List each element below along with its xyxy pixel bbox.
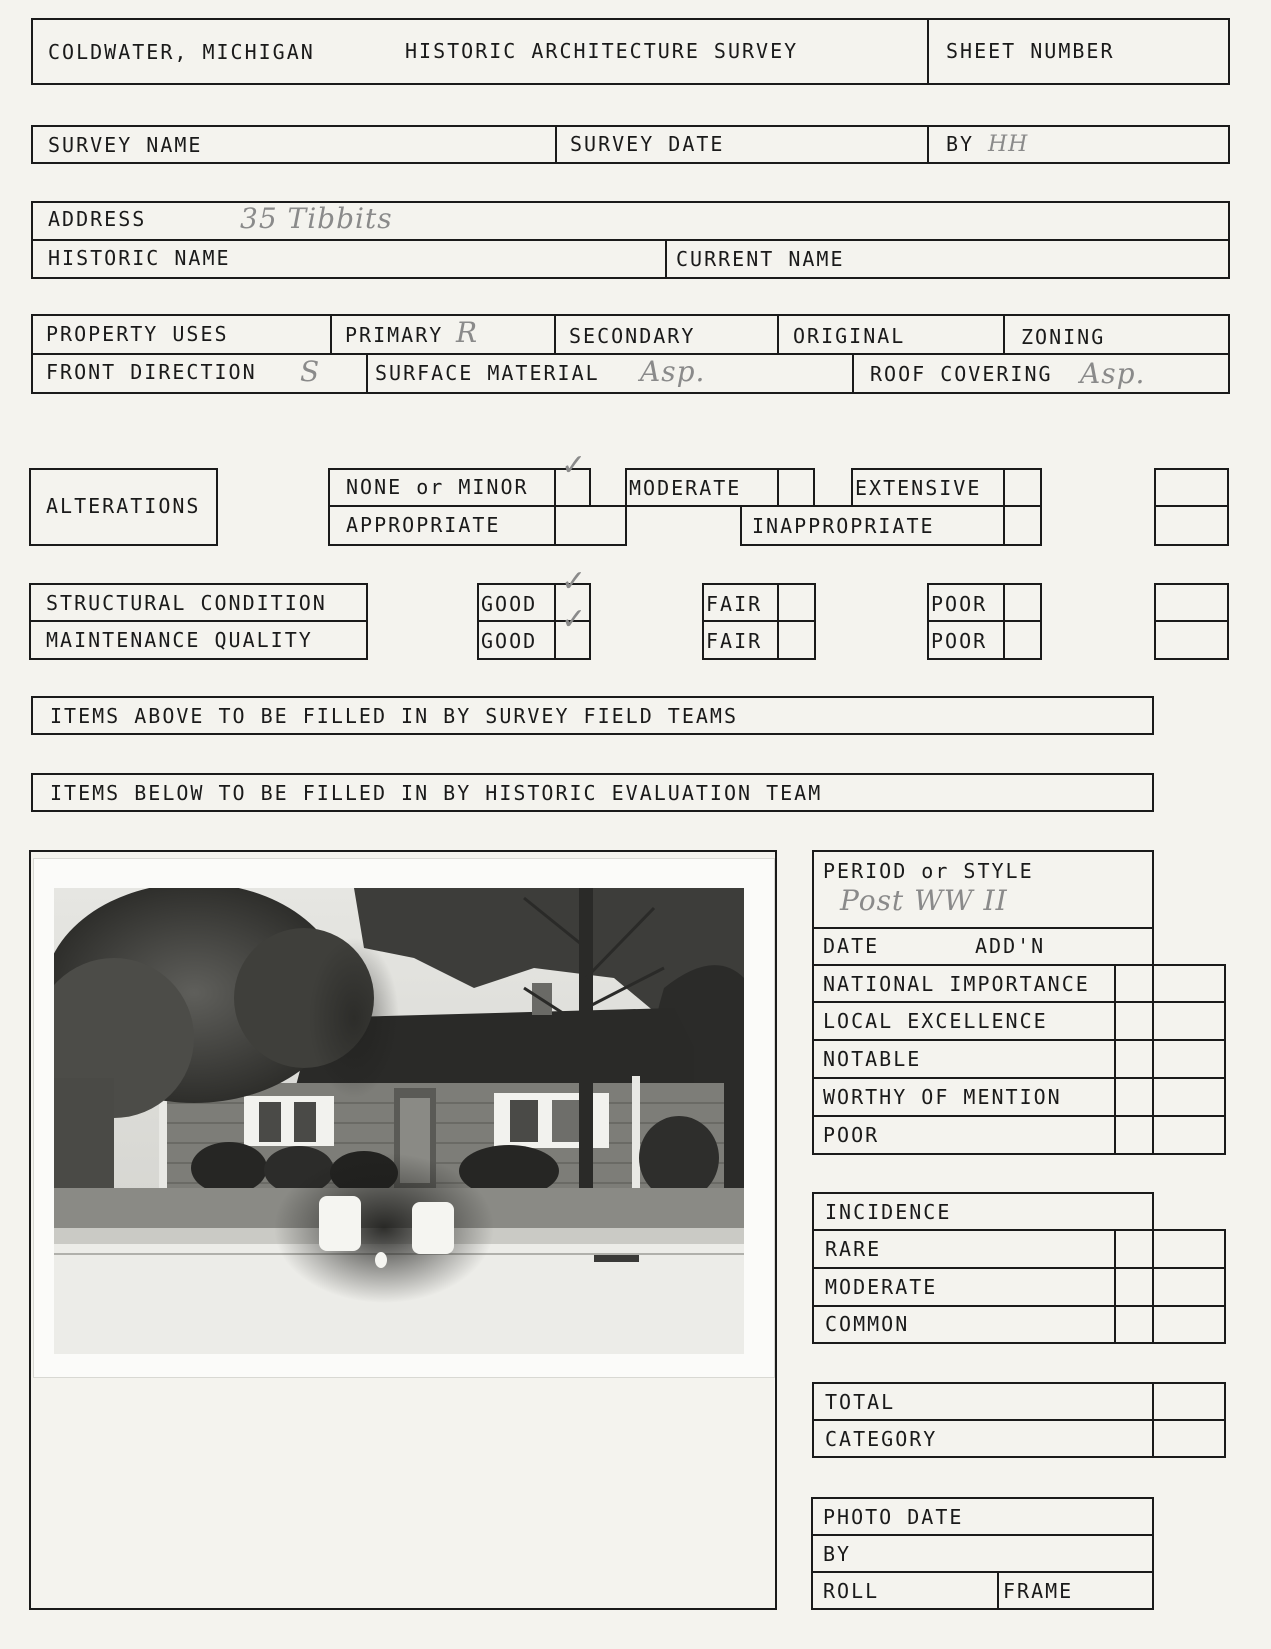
common-label: COMMON <box>825 1312 910 1336</box>
period-style-value: Post WW II <box>840 884 1008 917</box>
totals-score-div <box>1152 1382 1154 1458</box>
alterations-score-box <box>1154 468 1229 546</box>
roll-frame-div <box>997 1571 999 1610</box>
current-name-label: CURRENT NAME <box>676 247 845 271</box>
poor-box-div <box>927 620 1042 622</box>
worthy-of-mention-label: WORTHY OF MENTION <box>823 1085 1062 1109</box>
moderate-label: MODERATE <box>629 476 742 500</box>
prop-div-4 <box>1003 314 1005 353</box>
prop-div-1 <box>330 314 332 353</box>
totals-div <box>812 1419 1226 1421</box>
header-divider <box>927 18 929 85</box>
structural-condition-label: STRUCTURAL CONDITION <box>46 591 327 615</box>
surface-material-label: SURFACE MATERIAL <box>375 361 600 385</box>
good-check-div <box>554 583 556 660</box>
prop-div-3 <box>777 314 779 353</box>
names-divider <box>665 239 667 279</box>
zoning-label: ZONING <box>1021 325 1106 349</box>
address-label: ADDRESS <box>48 207 147 231</box>
condition-score-div <box>1154 620 1229 622</box>
poor-check-div <box>1003 583 1005 660</box>
sheet-number-label: SHEET NUMBER <box>946 39 1115 63</box>
rare-label: RARE <box>825 1237 882 1261</box>
fair-check-div <box>777 583 779 660</box>
inappropriate-label: INAPPROPRIATE <box>752 514 935 538</box>
survey-name-label: SURVEY NAME <box>48 133 203 157</box>
primary-label: PRIMARY <box>345 323 444 347</box>
notable-label: NOTABLE <box>823 1047 922 1071</box>
survey-divider-1 <box>555 125 557 164</box>
notes-above-text: ITEMS ABOVE TO BE FILLED IN BY SURVEY FIELD TEAMS <box>50 704 739 728</box>
evaluation-poor-label: POOR <box>823 1123 880 1147</box>
total-label: TOTAL <box>825 1390 896 1414</box>
evaluation-score-column <box>1114 964 1226 1155</box>
photo-info-div-1 <box>811 1534 1154 1536</box>
property-uses-label: PROPERTY USES <box>46 322 229 346</box>
roof-covering-value: Asp. <box>1080 357 1146 390</box>
fair-box-div <box>702 620 816 622</box>
moderate-check-div <box>777 468 779 507</box>
maintenance-poor-label: POOR <box>931 629 988 653</box>
extensive-label: EXTENSIVE <box>855 476 982 500</box>
house-photo <box>54 888 744 1354</box>
survey-divider-2 <box>927 125 929 164</box>
none-minor-label: NONE or MINOR <box>346 475 529 499</box>
condition-label-div <box>29 620 368 622</box>
date-label: DATE <box>823 934 880 958</box>
category-label: CATEGORY <box>825 1427 938 1451</box>
form-title: HISTORIC ARCHITECTURE SURVEY <box>405 39 799 63</box>
alterations-label: ALTERATIONS <box>46 494 201 518</box>
surface-material-value: Asp. <box>640 355 706 388</box>
maintenance-fair-label: FAIR <box>706 629 763 653</box>
roll-label: ROLL <box>823 1579 880 1603</box>
primary-value: R <box>456 316 479 349</box>
original-label: ORIGINAL <box>793 324 906 348</box>
incidence-moderate-label: MODERATE <box>825 1275 938 1299</box>
structural-fair-label: FAIR <box>706 592 763 616</box>
historic-name-label: HISTORIC NAME <box>48 246 231 270</box>
roof-covering-label: ROOF COVERING <box>870 362 1053 386</box>
evaluation-table <box>812 927 1154 1155</box>
address-divider <box>31 239 1230 241</box>
address-value: 35 Tibbits <box>240 202 393 235</box>
eval-row-2 <box>812 1001 1226 1003</box>
inc-row-1 <box>812 1229 1226 1231</box>
frame-label: FRAME <box>1003 1579 1074 1603</box>
maintenance-good-check-icon: ✓ <box>561 602 587 637</box>
survey-date-label: SURVEY DATE <box>570 132 725 156</box>
none-minor-check-icon: ✓ <box>561 448 587 483</box>
inc-row-3 <box>812 1305 1226 1307</box>
front-direction-label: FRONT DIRECTION <box>46 360 257 384</box>
addn-label: ADD'N <box>975 934 1046 958</box>
incidence-label: INCIDENCE <box>825 1200 952 1224</box>
local-excellence-label: LOCAL EXCELLENCE <box>823 1009 1048 1033</box>
maintenance-quality-label: MAINTENANCE QUALITY <box>46 628 313 652</box>
prop-div-6 <box>852 353 854 394</box>
inc-row-2 <box>812 1267 1226 1269</box>
survey-by-value: HH <box>988 132 1029 157</box>
national-importance-label: NATIONAL IMPORTANCE <box>823 972 1090 996</box>
structural-good-check-icon: ✓ <box>561 564 587 599</box>
secondary-label: SECONDARY <box>569 324 696 348</box>
eval-row-4 <box>812 1077 1226 1079</box>
photo-by-label: BY <box>823 1542 852 1566</box>
property-divider <box>31 353 1230 355</box>
survey-by-label: BY <box>946 132 975 156</box>
front-direction-value: S <box>300 355 321 388</box>
structural-good-label: GOOD <box>481 592 538 616</box>
alterations-score-div <box>1154 505 1229 507</box>
period-style-label: PERIOD or STYLE <box>823 859 1034 883</box>
photo-date-label: PHOTO DATE <box>823 1505 964 1529</box>
incidence-score-column <box>1114 1229 1226 1344</box>
prop-div-5 <box>366 353 368 394</box>
eval-row-3 <box>812 1039 1226 1041</box>
city-label: COLDWATER, MICHIGAN <box>48 40 315 64</box>
eval-row-1 <box>812 964 1226 966</box>
appropriate-label: APPROPRIATE <box>346 513 501 537</box>
eval-row-5 <box>812 1115 1226 1117</box>
structural-poor-label: POOR <box>931 592 988 616</box>
photo-info-div-2 <box>811 1571 1154 1573</box>
maintenance-good-label: GOOD <box>481 629 538 653</box>
notes-below-text: ITEMS BELOW TO BE FILLED IN BY HISTORIC EVALUATION TEAM <box>50 781 823 805</box>
prop-div-2 <box>554 314 556 353</box>
